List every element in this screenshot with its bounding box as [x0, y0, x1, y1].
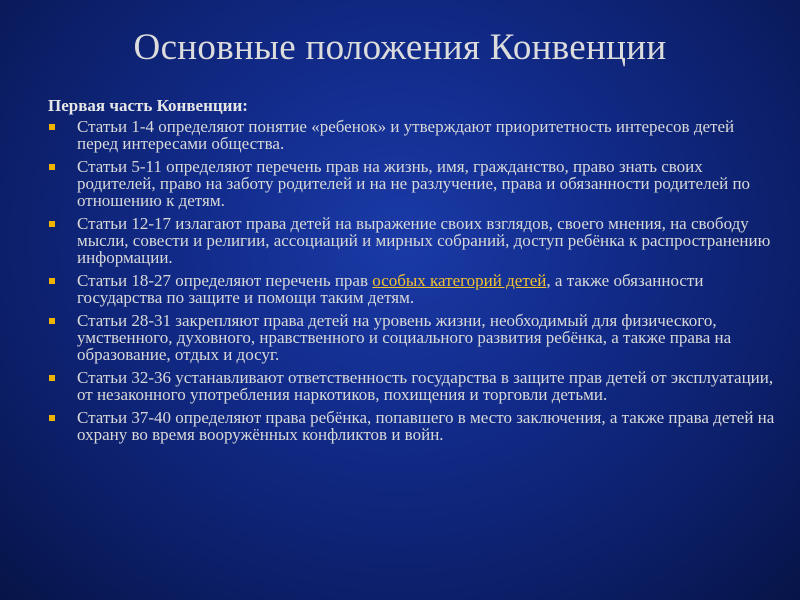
list-item-text: Статьи 32-36 устанавливают ответственность государства в защите прав детей от эксплуатации, от незаконного употребления наркотиков, похищения и торговли детьми.: [77, 368, 774, 404]
list-item: [48, 158, 778, 209]
list-item-text: Статьи 28-31 закрепляют права детей на уровень жизни, необходимый для физического, умственного, духовного, нравственного и социального развития ребёнка, а также права на образование, отдых и досуг.: [77, 311, 732, 364]
list-item-text-after: , а также обязанности государства по защите и помощи таким детям.: [77, 271, 704, 307]
articles-list: [48, 118, 778, 443]
list-item-text: Статьи 12-17 излагают права детей на выражение своих взглядов, своего мнения, на свободу мысли, совести и религии, ассоциаций и мирных собраний, доступ ребёнка к распространению информации.: [77, 214, 771, 267]
list-item: [48, 409, 778, 443]
list-item-text: Статьи 37-40 определяют права ребёнка, попавшего в место заключения, а также права детей на охрану во время вооружённых конфликтов и войн.: [77, 408, 775, 444]
special-categories-link[interactable]: особых категорий детей: [372, 271, 547, 290]
square-bullet-icon: [49, 318, 55, 324]
list-item: [48, 272, 778, 306]
list-item-text: Статьи 5-11 определяют перечень прав на жизнь, имя, гражданство, право знать своих родителей, право на заботу родителей и на не разлучение, права и обязанности родителей по отношению к детям.: [77, 157, 751, 210]
square-bullet-icon: [49, 164, 55, 170]
square-bullet-icon: [49, 278, 55, 284]
square-bullet-icon: [49, 124, 55, 130]
square-bullet-icon: [49, 375, 55, 381]
list-item: [48, 118, 778, 152]
square-bullet-icon: [49, 415, 55, 421]
list-item-text-before: Статьи 18-27 определяют перечень прав: [77, 271, 373, 290]
square-bullet-icon: [49, 221, 55, 227]
section-heading: Первая часть Конвенции:: [48, 96, 248, 115]
slide-content: [48, 96, 778, 449]
list-item: [48, 369, 778, 403]
list-item-text: Статьи 1-4 определяют понятие «ребенок» и утверждают приоритетность интересов детей перед интересами общества.: [77, 117, 735, 153]
list-item: [48, 312, 778, 363]
slide-title: Основные положения Конвенции: [133, 27, 667, 68]
list-item: [48, 215, 778, 266]
